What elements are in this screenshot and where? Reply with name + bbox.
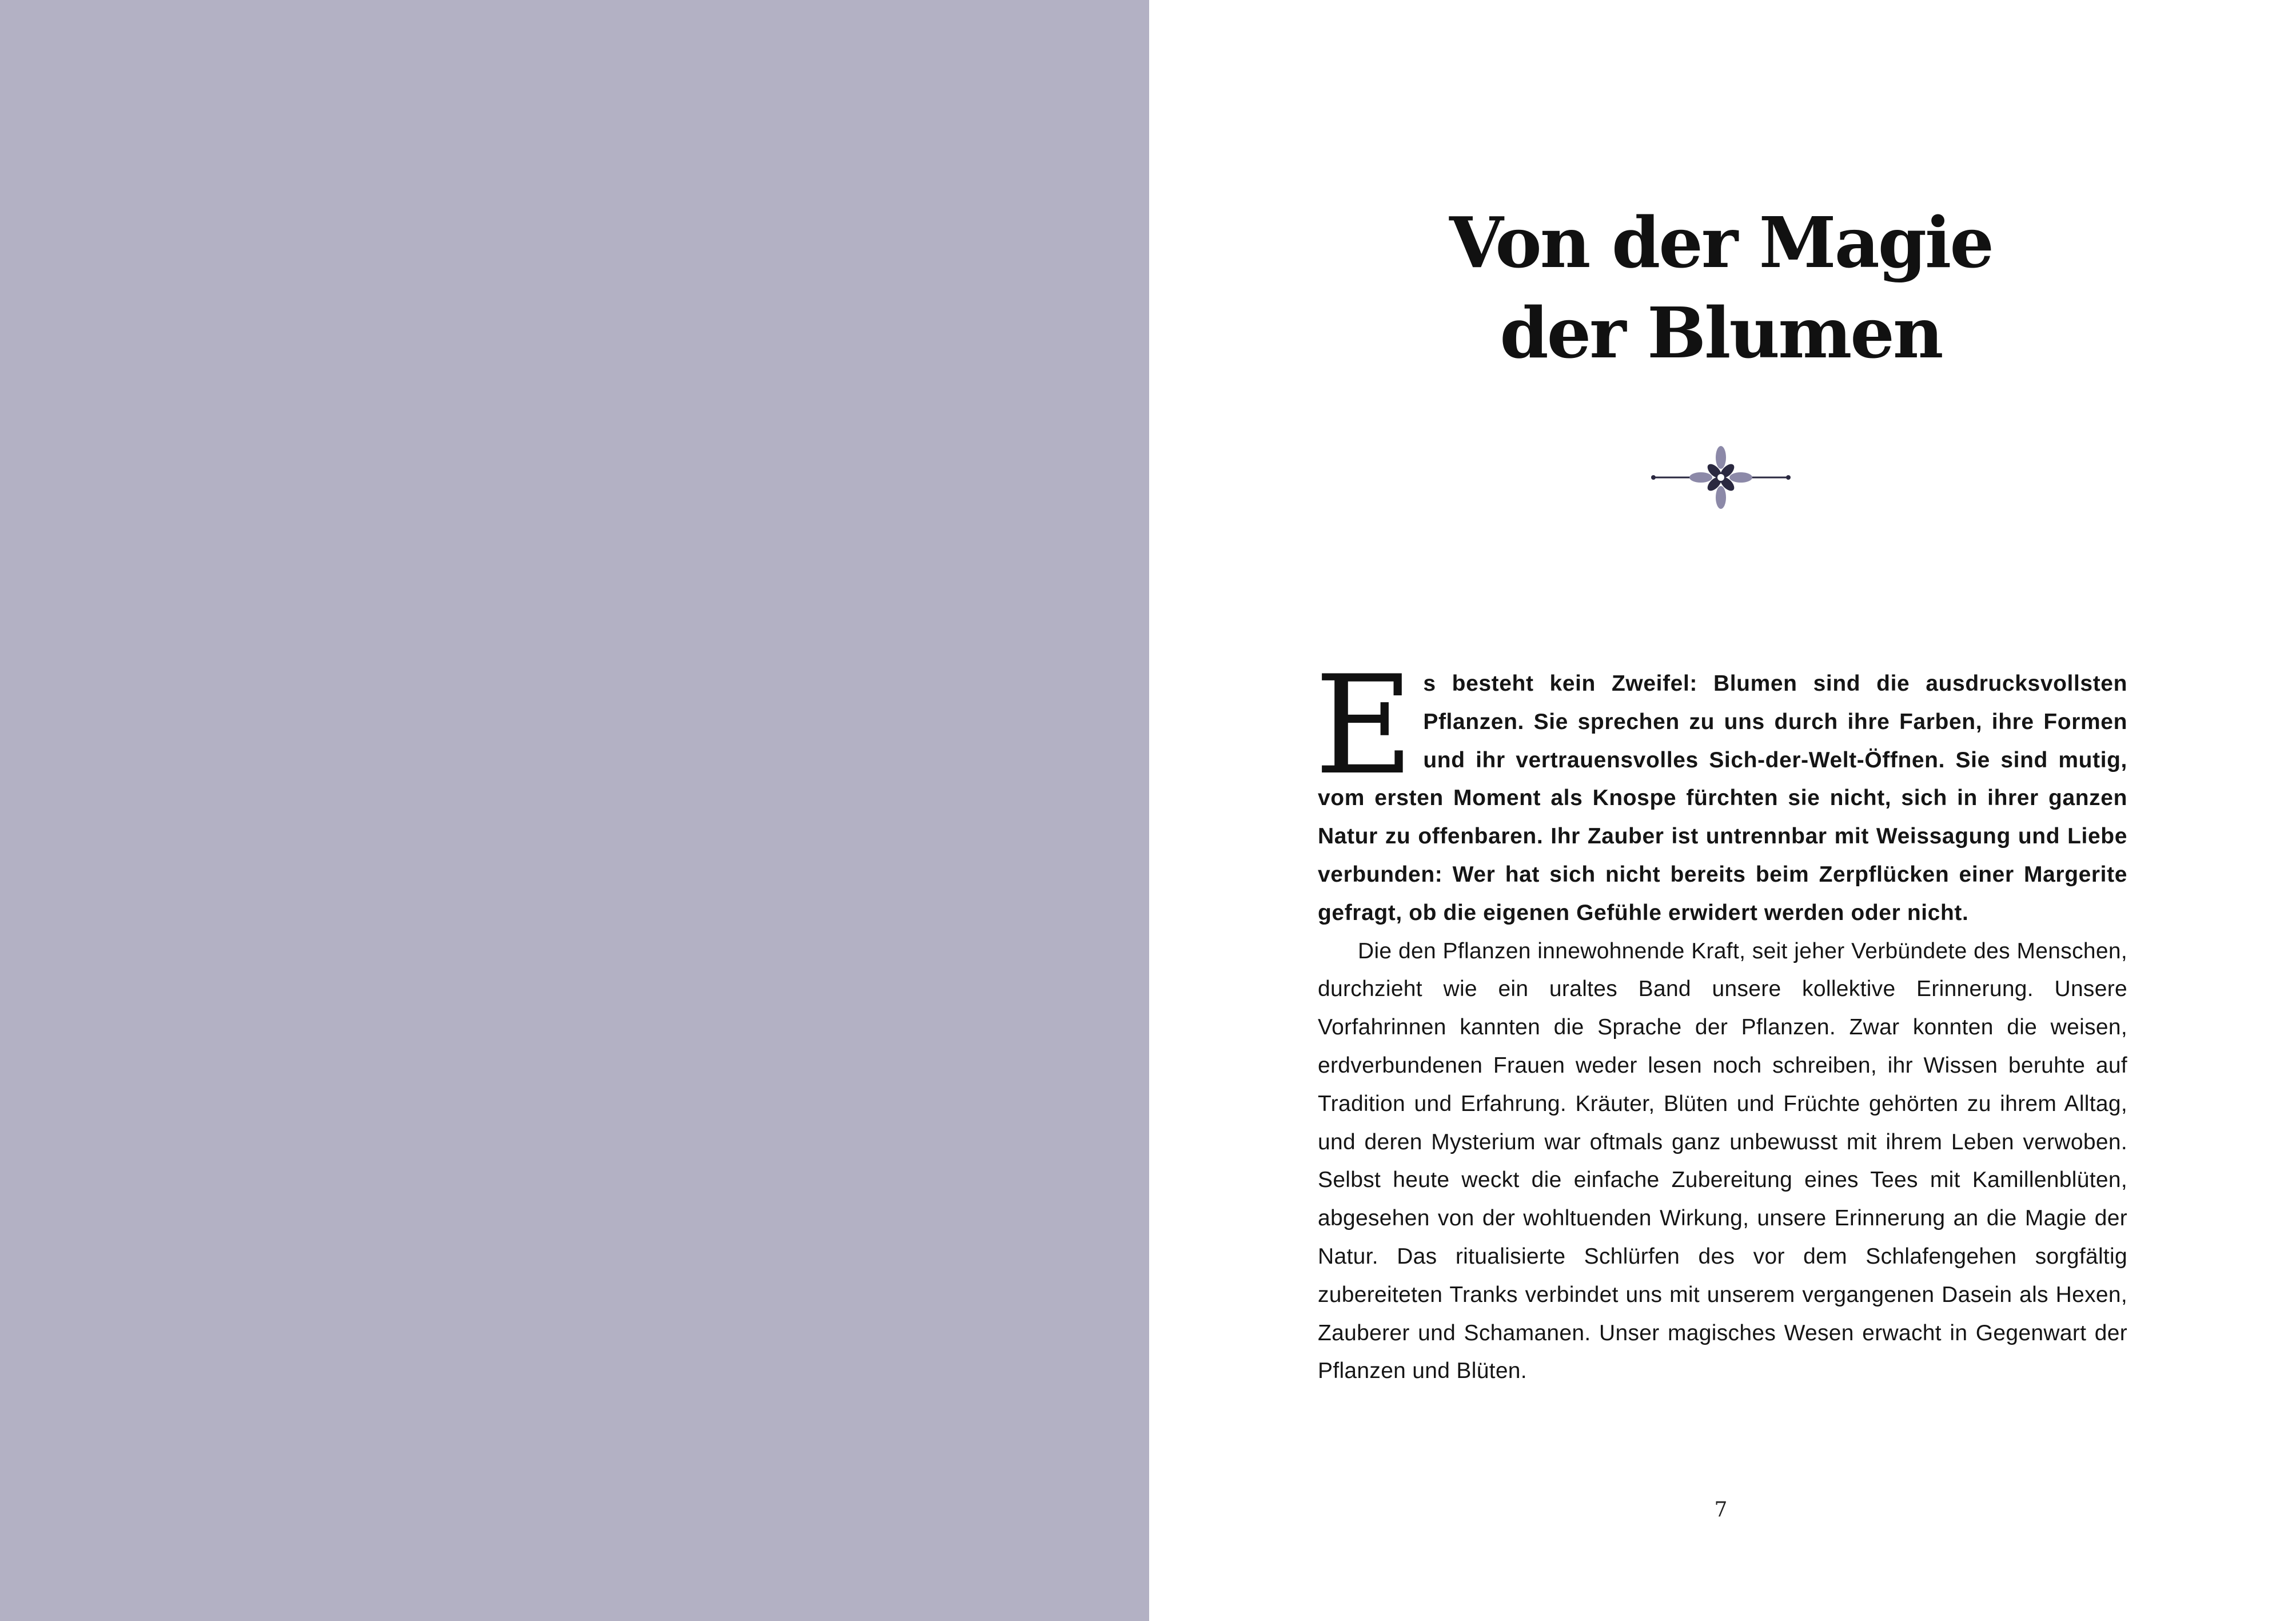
chapter-title-line-2: der Blumen: [1500, 292, 1942, 374]
body-paragraph: Die den Pflanzen innewohnende Kraft, seit jeher Verbündete des Menschen, durchzieht wie ein uraltes Band unsere kollektive Erinnerung. Unsere Vorfahrinnen kannten die Sprache der Pflanzen. Zwar konnten die weisen, erdverbundenen Frauen weder lesen noch schreiben, ihr Wissen beruhte auf Tradition und Erfahrung. Kräuter, Blüten und Früchte gehörten zu ihrem Alltag, und deren Mysterium war oftmals ganz unbewusst mit ihrem Leben verwoben. Selbst heute weckt die einfache Zubereitung eines Tees mit Kamillenblüten, abgesehen von der wohltuenden Wirkung, unsere Erinnerung an die Magie der Natur. Das ritualisierte Schlürfen des vor dem Schlafengehen sorgfältig zubereiteten Tranks verbindet uns mit unserem vergangenen Dasein als Hexen, Zauberer und Schamanen. Unser magisches Wesen erwacht in Gegenwart der Pflanzen und Blüten.: [1318, 938, 2127, 1384]
chapter-text: [1314, 647, 2127, 1391]
chapter-title-line-1: Von der Magie: [1449, 201, 1993, 284]
page-number: 7: [1714, 1498, 1728, 1522]
lead-paragraph-text: s besteht kein Zweifel: Blumen sind die ausdrucksvollsten Pflanzen. Sie sprechen zu uns durch ihre Farben, ihre Formen und ihr vertrauensvolles Sich-der-Welt-Öffnen. Sie sind mutig, vom ersten Moment als Knospe fürchten sie nicht, sich in ihrer ganzen Natur zu offenbaren. Ihr Zauber ist untrennbar mit Weissagung und Liebe verbunden: Wer hat sich nicht bereits beim Zerpflücken einer Margerite gefragt, ob die eigenen Gefühle erwidert werden oder nicht.: [1318, 671, 2127, 925]
flower-ornament-icon: [1647, 440, 1795, 515]
chapter-title: [1235, 197, 2207, 378]
drop-cap: E: [1314, 647, 1414, 805]
lead-paragraph: [1314, 647, 2127, 933]
